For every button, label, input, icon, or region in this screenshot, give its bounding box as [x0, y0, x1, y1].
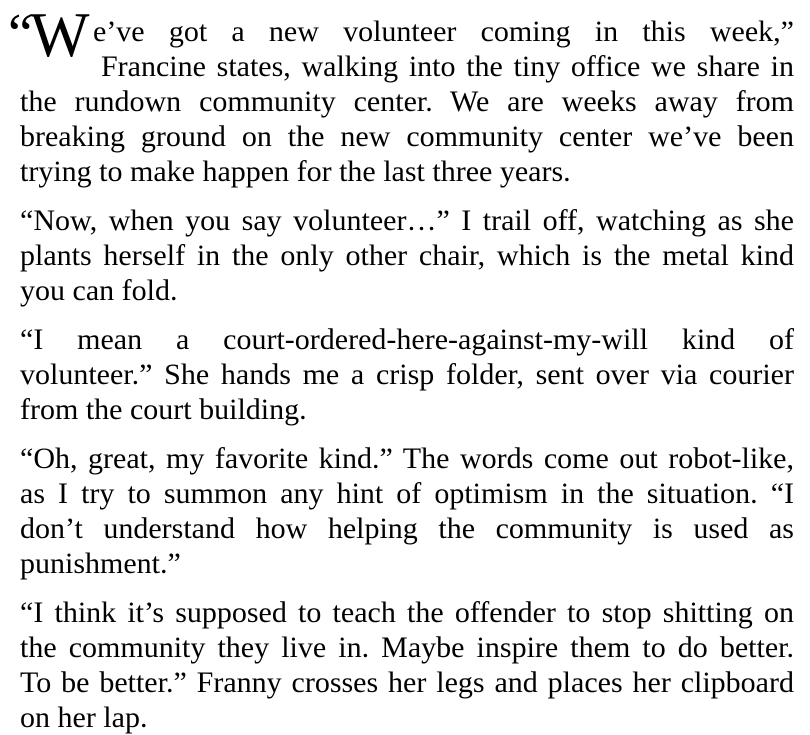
text-line: “Now, when you say volunteer…” I trail off, watching as she [20, 204, 794, 237]
paragraph [20, 203, 794, 308]
text-line: you can fold. [20, 274, 178, 307]
paragraph [20, 595, 794, 735]
text-line: the community they live in. Maybe inspire them to do better. [20, 631, 794, 664]
text-line: from the court building. [20, 393, 307, 426]
text-line: e’ve got a new volunteer coming in this week,” [93, 15, 794, 48]
paragraph [20, 322, 794, 427]
drop-cap-quote: “ [8, 3, 31, 65]
text-line: “Oh, great, my favorite kind.” The words come out robot-like, [20, 442, 794, 475]
text-line: To be better.” Franny crosses her legs and places her clipboard [20, 666, 794, 699]
drop-cap-letter: W [30, 0, 90, 70]
text-line: Francine states, walking into the tiny office we share in [101, 50, 794, 83]
text-line: as I try to summon any hint of optimism in the situation. “I [20, 477, 794, 510]
text-line: plants herself in the only other chair, which is the metal kind [20, 239, 794, 272]
text-line: volunteer.” She hands me a crisp folder, sent over via courier [20, 358, 794, 391]
text-line: “I think it’s supposed to teach the offender to stop shitting on [20, 596, 794, 629]
text-line: trying to make happen for the last three years. [20, 155, 571, 188]
text-line: punishment.” [20, 547, 181, 580]
text-line: on her lap. [20, 701, 148, 734]
text-line: the rundown community center. We are weeks away from [20, 85, 794, 118]
paragraph [20, 441, 794, 581]
body-text [20, 14, 794, 735]
paragraph [20, 14, 794, 189]
text-line: “I mean a court-ordered-here-against-my-will kind of [20, 323, 794, 356]
text-line: breaking ground on the new community center we’ve been [20, 120, 794, 153]
text-line: don’t understand how helping the community is used as [20, 512, 794, 545]
